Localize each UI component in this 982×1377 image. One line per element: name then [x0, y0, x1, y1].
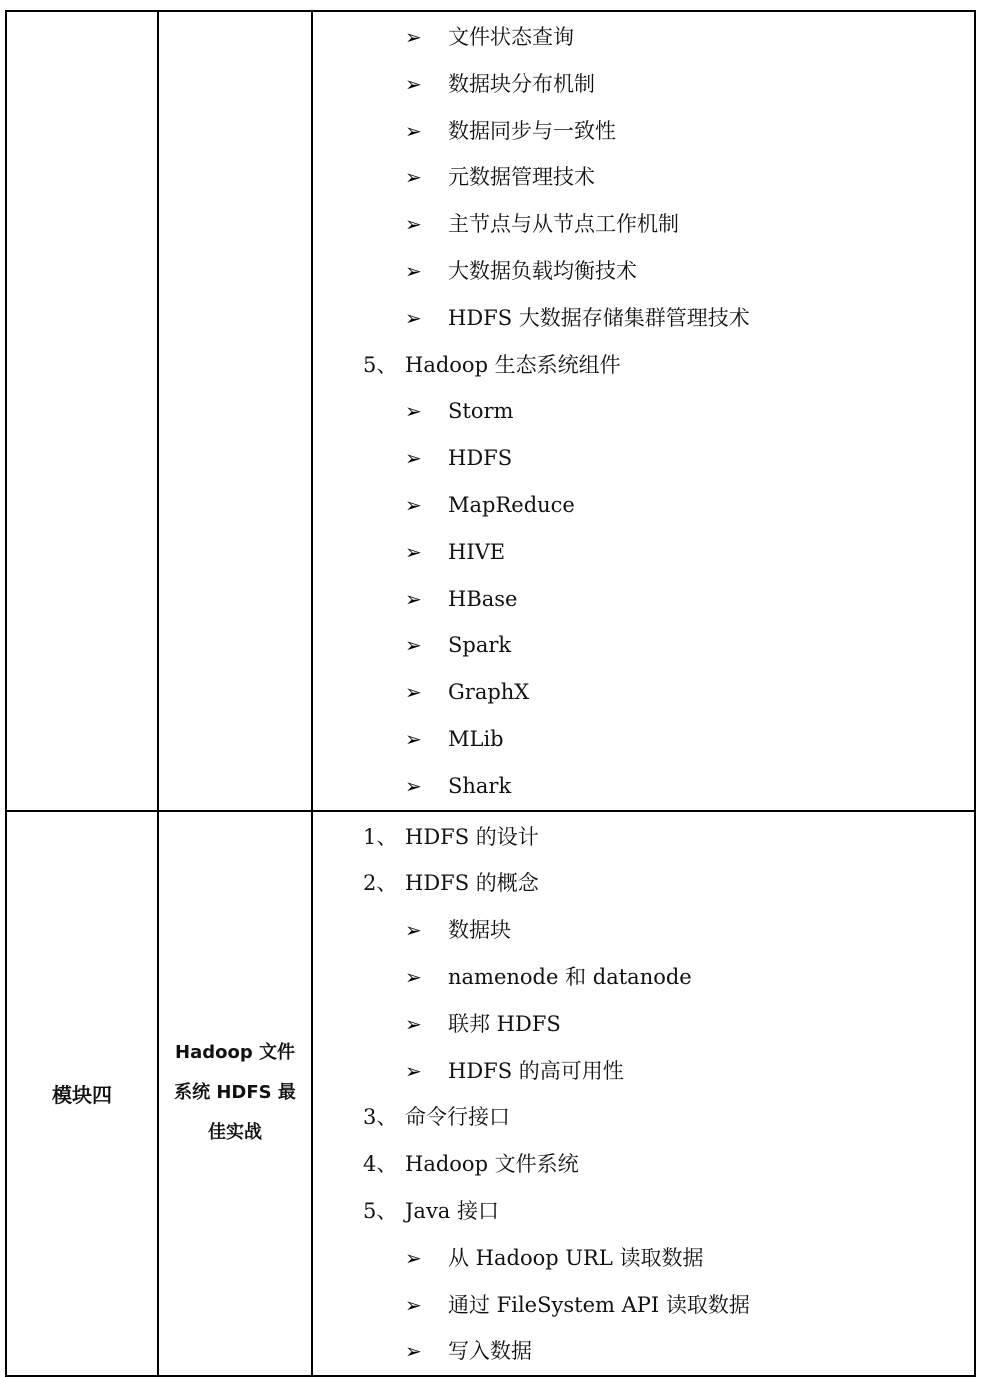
module-name: 模块四 — [52, 1082, 112, 1107]
bullet-item — [313, 1048, 974, 1095]
item-text: Hadoop 生态系统组件 — [405, 352, 621, 377]
arrow-bullet-icon: ➢ — [405, 1245, 422, 1270]
arrow-bullet-icon: ➢ — [405, 1292, 422, 1317]
item-text: 通过 FileSystem API 读取数据 — [448, 1292, 750, 1317]
bullet-item — [313, 1001, 974, 1048]
bullet-item — [313, 108, 974, 155]
item-number: 5、 — [363, 1198, 398, 1223]
numbered-item — [313, 1141, 974, 1188]
arrow-bullet-icon: ➢ — [405, 680, 422, 705]
arrow-bullet-icon: ➢ — [405, 305, 422, 330]
arrow-bullet-icon: ➢ — [405, 586, 422, 611]
numbered-item — [313, 342, 974, 389]
table-row — [6, 811, 975, 1377]
numbered-item — [313, 860, 974, 907]
item-text: 主节点与从节点工作机制 — [448, 212, 679, 237]
module-title-cell — [158, 11, 312, 811]
module-title-cell — [158, 811, 312, 1377]
arrow-bullet-icon: ➢ — [405, 212, 422, 237]
item-text: 数据块分布机制 — [448, 71, 595, 96]
arrow-bullet-icon: ➢ — [405, 25, 422, 49]
bullet-item — [313, 201, 974, 248]
bullet-item — [313, 1282, 974, 1329]
course-table — [5, 10, 976, 1377]
arrow-bullet-icon: ➢ — [405, 399, 422, 424]
bullet-item — [313, 907, 974, 954]
item-text: 写入数据 — [448, 1339, 532, 1364]
arrow-bullet-icon: ➢ — [405, 1339, 422, 1364]
item-text: Spark — [448, 633, 512, 658]
item-text: 数据块 — [448, 918, 511, 943]
item-text: HDFS — [448, 446, 513, 471]
arrow-bullet-icon: ➢ — [405, 726, 422, 751]
item-text: Shark — [448, 773, 512, 798]
content-list — [313, 12, 974, 810]
item-text: HIVE — [448, 539, 506, 564]
numbered-item — [313, 1188, 974, 1235]
arrow-bullet-icon: ➢ — [405, 71, 422, 96]
item-text: 命令行接口 — [405, 1105, 510, 1130]
arrow-bullet-icon: ➢ — [405, 539, 422, 564]
item-number: 2、 — [363, 871, 398, 896]
content-cell — [312, 11, 975, 811]
bullet-item — [313, 1328, 974, 1375]
bullet-item — [313, 529, 974, 576]
bullet-item — [313, 763, 974, 810]
item-text: Storm — [448, 399, 514, 424]
module-cell — [6, 11, 158, 811]
arrow-bullet-icon: ➢ — [405, 633, 422, 658]
item-text: namenode 和 datanode — [448, 964, 692, 989]
arrow-bullet-icon: ➢ — [405, 446, 422, 471]
module-title: Hadoop 文件系统 HDFS 最佳实战 — [174, 1042, 296, 1144]
arrow-bullet-icon: ➢ — [405, 773, 422, 798]
arrow-bullet-icon: ➢ — [405, 118, 422, 143]
bullet-item — [313, 248, 974, 295]
bullet-item — [313, 954, 974, 1001]
item-text: MapReduce — [448, 492, 575, 517]
arrow-bullet-icon: ➢ — [405, 1058, 422, 1083]
item-text: MLib — [448, 726, 504, 751]
content-list — [313, 812, 974, 1376]
item-number: 1、 — [363, 824, 398, 849]
arrow-bullet-icon: ➢ — [405, 165, 422, 190]
bullet-item — [313, 482, 974, 529]
bullet-item — [313, 576, 974, 623]
item-text: HDFS 的概念 — [405, 871, 539, 896]
bullet-item — [313, 61, 974, 108]
item-text: HBase — [448, 586, 518, 611]
item-text: Hadoop 文件系统 — [405, 1152, 579, 1177]
bullet-item — [313, 716, 974, 763]
item-text: GraphX — [448, 680, 530, 705]
item-text: 大数据负载均衡技术 — [448, 258, 637, 283]
bullet-item — [313, 388, 974, 435]
bullet-item — [313, 154, 974, 201]
item-text: 从 Hadoop URL 读取数据 — [448, 1245, 704, 1270]
item-text: 元数据管理技术 — [448, 165, 595, 190]
item-text: HDFS 大数据存储集群管理技术 — [448, 305, 750, 330]
item-text: 联邦 HDFS — [448, 1011, 561, 1036]
numbered-item — [313, 1094, 974, 1141]
numbered-item — [313, 814, 974, 861]
bullet-item — [313, 295, 974, 342]
item-text: HDFS 的高可用性 — [448, 1058, 624, 1083]
arrow-bullet-icon: ➢ — [405, 258, 422, 283]
bullet-item — [313, 669, 974, 716]
item-text: 文件状态查询 — [448, 25, 574, 49]
arrow-bullet-icon: ➢ — [405, 1011, 422, 1036]
arrow-bullet-icon: ➢ — [405, 918, 422, 943]
item-number: 3、 — [363, 1105, 398, 1130]
arrow-bullet-icon: ➢ — [405, 492, 422, 517]
item-number: 4、 — [363, 1152, 398, 1177]
bullet-item — [313, 14, 974, 61]
item-number: 5、 — [363, 352, 398, 377]
bullet-item — [313, 435, 974, 482]
content-cell — [312, 811, 975, 1377]
arrow-bullet-icon: ➢ — [405, 964, 422, 989]
item-text: HDFS 的设计 — [405, 824, 539, 849]
bullet-item — [313, 622, 974, 669]
table-row — [6, 11, 975, 811]
bullet-item — [313, 1235, 974, 1282]
item-text: 数据同步与一致性 — [448, 118, 616, 143]
item-text: Java 接口 — [405, 1198, 499, 1223]
module-cell — [6, 811, 158, 1377]
